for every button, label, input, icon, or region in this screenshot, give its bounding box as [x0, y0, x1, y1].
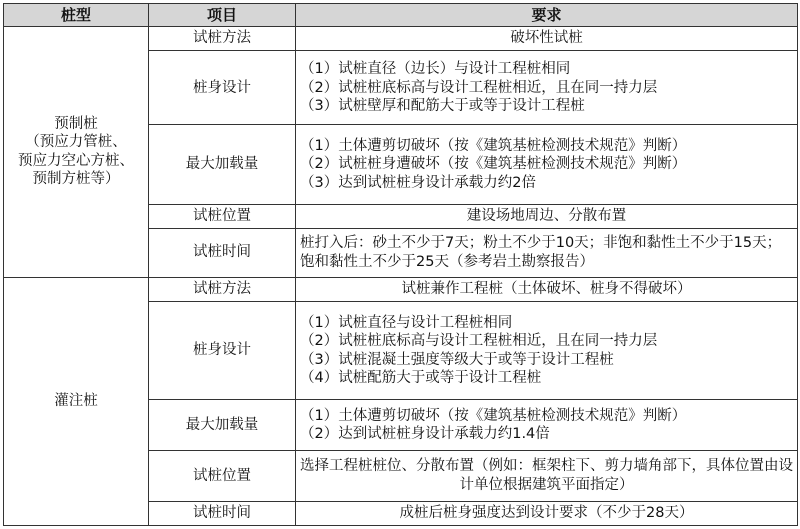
item-cell: 试桩位置 [149, 204, 296, 228]
requirement-cell: 选择工程桩桩位、分散布置（例如：框架柱下、剪力墙角部下，具体位置由设计单位根据建筑平面指定） [296, 450, 798, 501]
item-cell: 最大加载量 [149, 400, 296, 451]
requirement-line: （2）试桩桩底标高与设计工程桩相近，且在同一持力层 [300, 79, 658, 96]
requirement-cell: 成桩后桩身强度达到设计要求（不少于28天） [296, 501, 798, 525]
item-cell: 桩身设计 [149, 301, 296, 399]
requirement-line: （4）试桩配筋大于或等于设计工程桩 [300, 370, 542, 386]
pile-type-line: （预应力管桩、 [25, 134, 127, 151]
pile-type-bored [4, 277, 149, 525]
pile-type-line: 灌注桩 [54, 393, 98, 410]
requirement-cell [296, 301, 798, 399]
requirement-cell [296, 51, 798, 125]
pile-type-line: 预制桩 [54, 115, 98, 132]
header-row [4, 4, 798, 27]
item-cell: 试桩时间 [149, 228, 296, 277]
item-cell: 最大加载量 [149, 125, 296, 204]
requirement-cell [296, 400, 798, 451]
item-cell: 试桩位置 [149, 450, 296, 501]
requirement-line: （1）试桩直径与设计工程桩相同 [300, 314, 513, 331]
requirement-cell [296, 125, 798, 204]
requirement-line: （3）试桩壁厚和配筋大于或等于设计工程桩 [300, 98, 585, 115]
item-cell: 桩身设计 [149, 51, 296, 125]
requirement-line: （1）土体遭剪切破坏（按《建筑基桩检测技术规范》判断） [300, 137, 687, 154]
header-requirement: 要求 [296, 4, 798, 27]
requirement-line: （2）试桩桩身遭破坏（按《建筑基桩检测技术规范》判断） [300, 156, 687, 173]
requirement-line: （2）达到试桩桩身设计承载力约1.4倍 [300, 426, 550, 443]
requirement-line: （1）试桩直径（边长）与设计工程桩相同 [300, 61, 571, 78]
item-cell: 试桩方法 [149, 27, 296, 51]
item-cell: 试桩方法 [149, 277, 296, 301]
requirement-cell: 桩打入后：砂土不少于7天；粉土不少于10天；非饱和黏性土不少于15天；饱和黏性土不少于25天（参考岩土勘察报告） [296, 228, 798, 277]
requirement-cell: 破坏性试桩 [296, 27, 798, 51]
requirement-cell: 试桩兼作工程桩（土体破坏、桩身不得破坏） [296, 277, 798, 301]
pile-type-precast [4, 27, 149, 278]
requirement-line: （3）达到试桩桩身设计承载力约2倍 [300, 174, 536, 191]
table-row [4, 277, 798, 301]
table-row [4, 27, 798, 51]
requirement-line: （3）试桩混凝土强度等级大于或等于设计工程桩 [300, 351, 614, 368]
header-pile-type: 桩型 [4, 4, 149, 27]
requirement-line: （1）土体遭剪切破坏（按《建筑基桩检测技术规范》判断） [300, 407, 687, 424]
header-item: 项目 [149, 4, 296, 27]
requirement-cell: 建设场地周边、分散布置 [296, 204, 798, 228]
pile-type-line: 预制方桩等） [32, 171, 120, 188]
pile-type-line: 预应力空心方桩、 [18, 152, 134, 169]
requirement-line: （2）试桩桩底标高与设计工程桩相近，且在同一持力层 [300, 333, 658, 349]
pile-test-requirements-table [3, 3, 798, 526]
item-cell: 试桩时间 [149, 501, 296, 525]
